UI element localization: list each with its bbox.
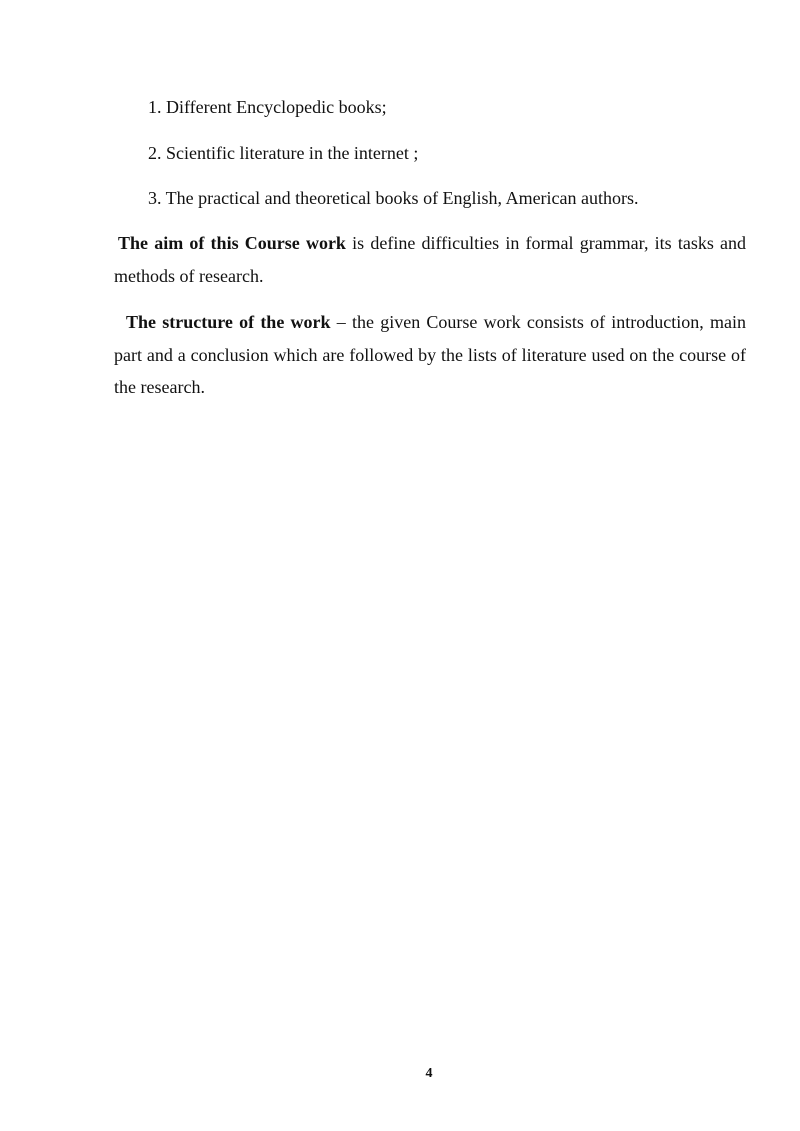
structure-heading: The structure of the work bbox=[126, 312, 331, 332]
aim-heading: The aim of this Course work bbox=[118, 233, 346, 253]
structure-paragraph bbox=[114, 306, 746, 404]
aim-text: is define difficulties in formal grammar, its tasks and methods of research. bbox=[114, 233, 747, 286]
source-list-item-3: 3. The practical and theoretical books of English, American authors. bbox=[148, 188, 639, 208]
structure-text: – the given Course work consists of introduction, main part and a conclusion which are followed by the lists of literature used on the course of the research. bbox=[114, 312, 747, 397]
aim-paragraph bbox=[114, 227, 746, 292]
source-list-item-1: 1. Different Encyclopedic books; bbox=[148, 97, 387, 117]
page-number: 4 bbox=[425, 1066, 433, 1081]
source-list-item-2: 2. Scientific literature in the internet ; bbox=[148, 143, 419, 163]
